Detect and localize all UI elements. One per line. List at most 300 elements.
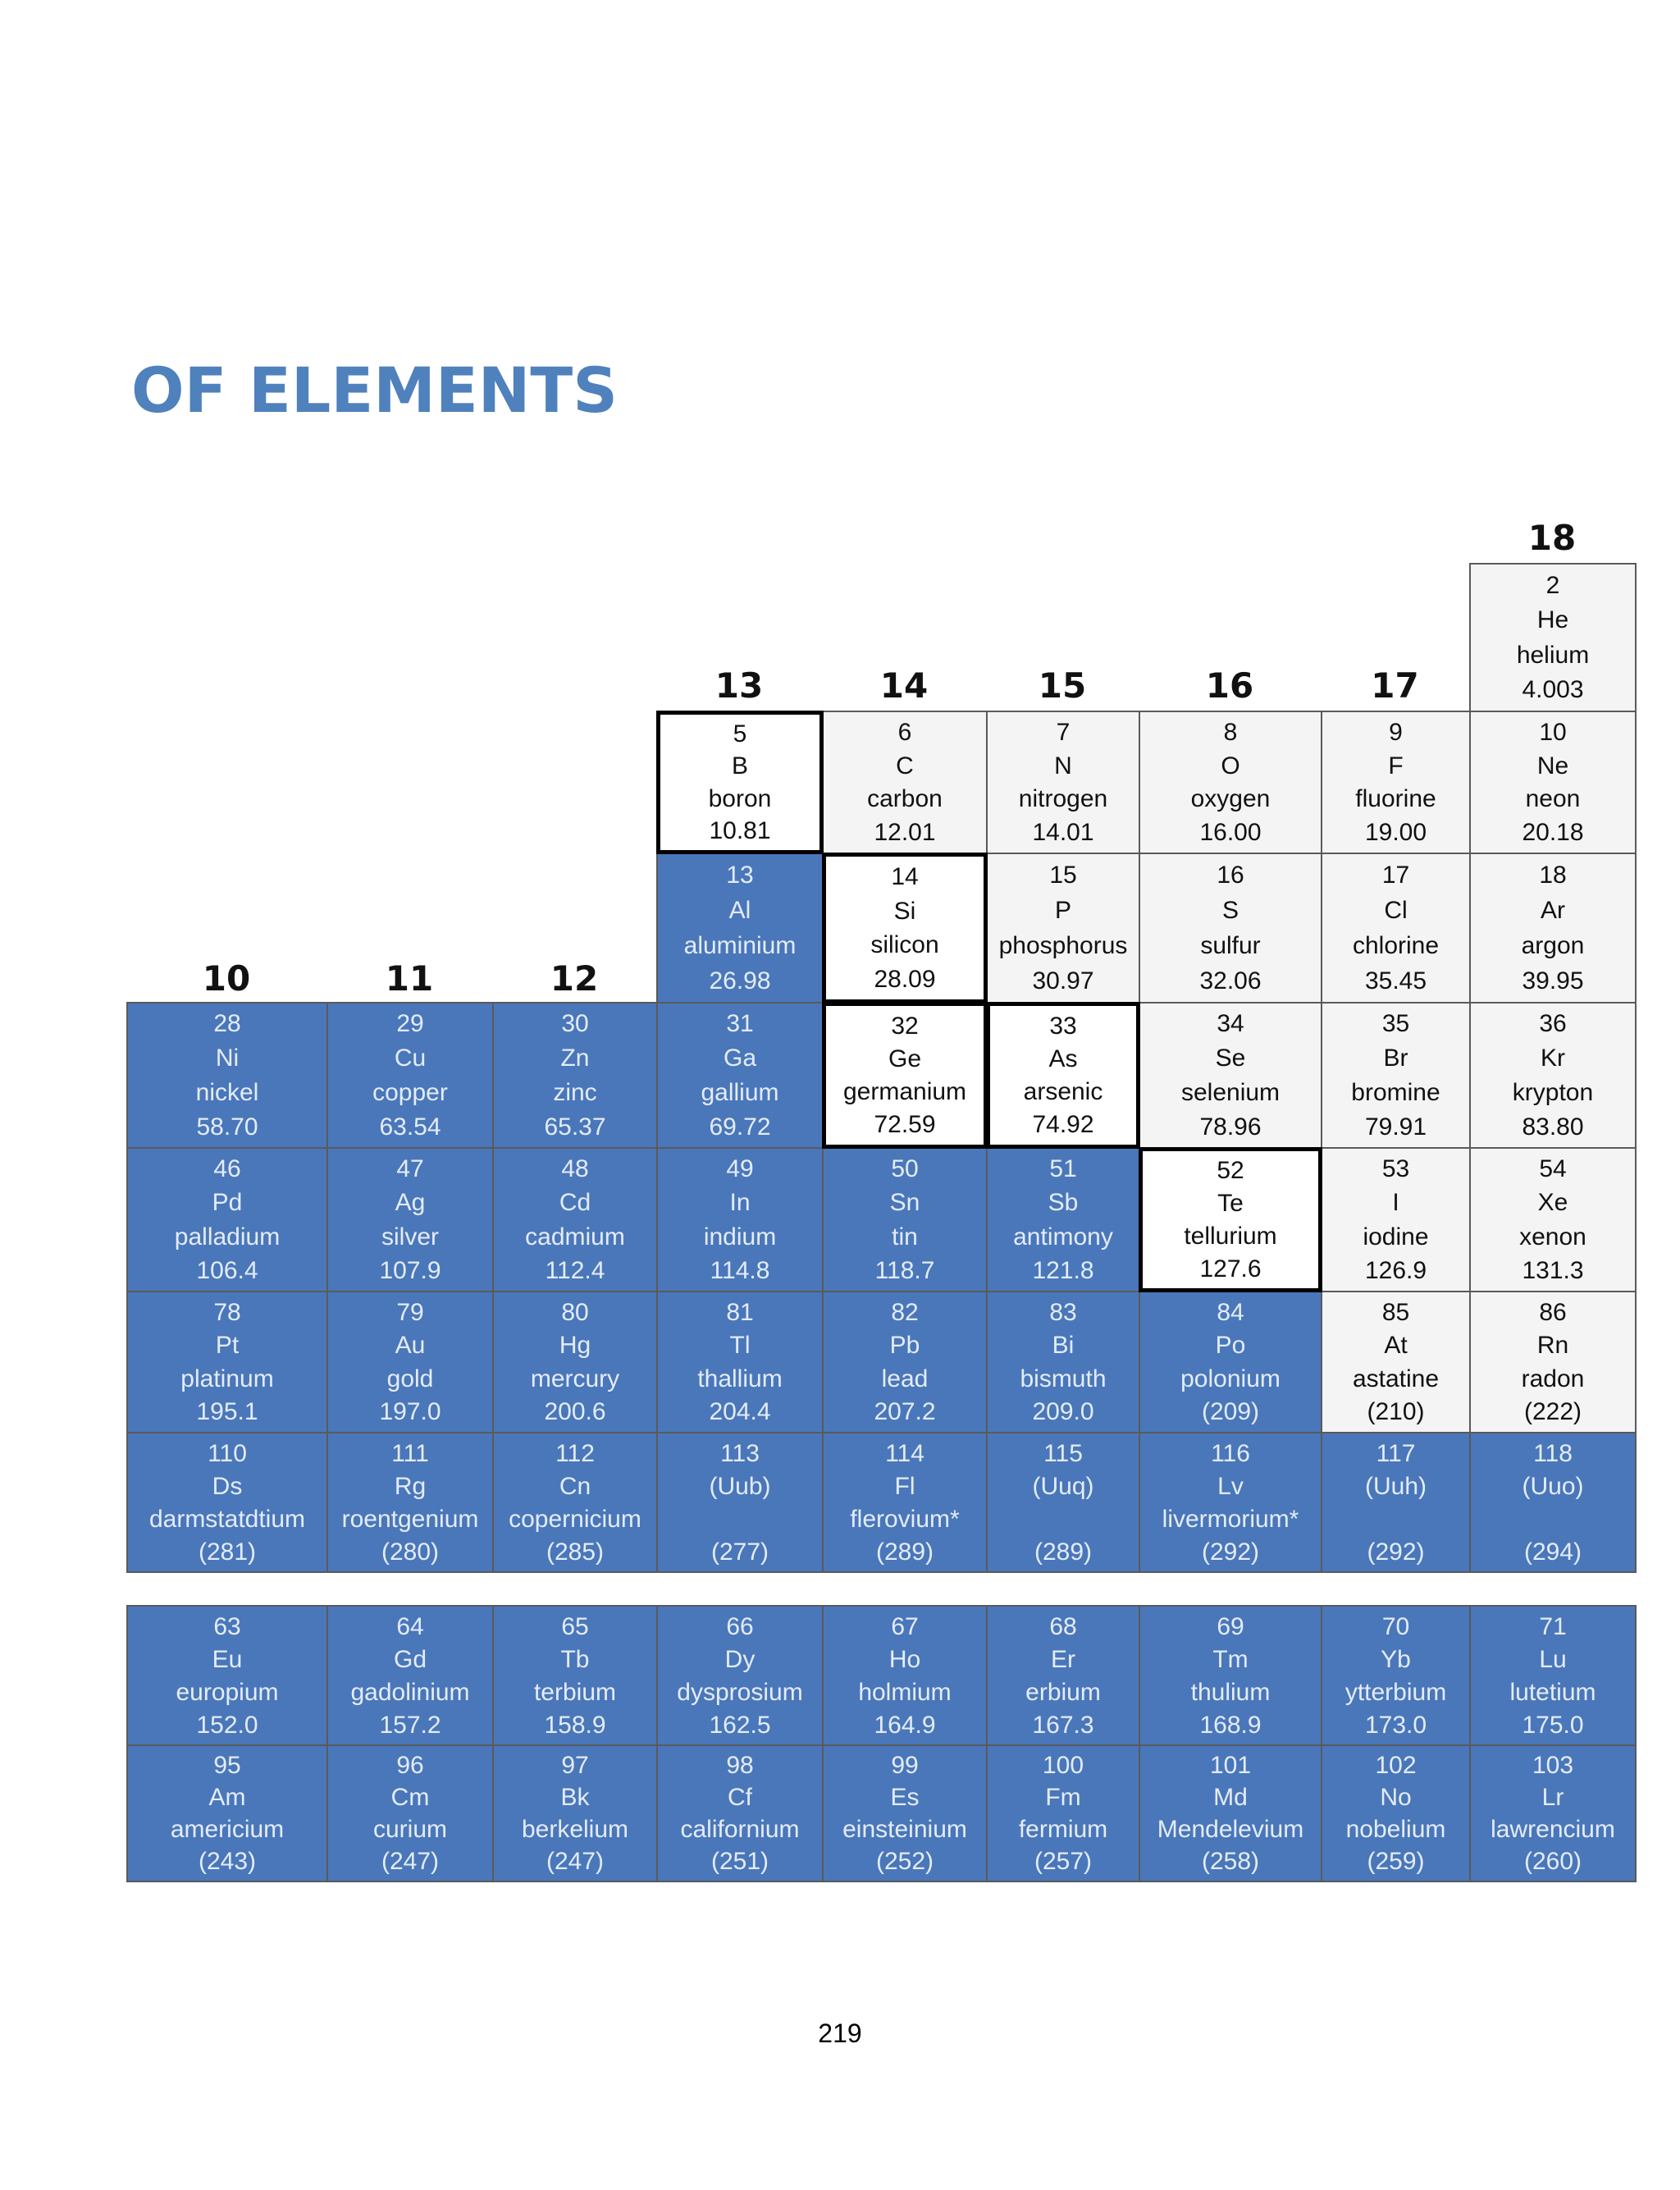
element-mass: (209) [1201,1398,1260,1426]
element-number: 2 [1545,571,1560,599]
element-cell [656,1432,824,1573]
element-symbol: Es [890,1784,920,1811]
element-mass: 204.4 [709,1398,771,1426]
element-name: iodine [1363,1223,1429,1250]
element-cell [492,1432,658,1573]
element-mass: 12.01 [874,819,936,847]
element-cell [1469,853,1637,1004]
element-mass: 74.92 [1032,1111,1094,1139]
element-name: copernicium [509,1505,641,1533]
element-symbol: Cd [559,1189,591,1217]
element-symbol: Sb [1048,1189,1079,1217]
element-mass: 83.80 [1522,1113,1584,1141]
element-name: zinc [553,1078,597,1106]
element-mass: 131.3 [1522,1256,1584,1284]
element-name: carbon [867,785,943,813]
element-name: selenium [1180,1078,1281,1106]
element-cell [1139,1432,1322,1573]
element-number: 47 [396,1155,424,1183]
group-label: 10 [202,958,251,999]
element-mass: 79.91 [1364,1113,1427,1141]
element-symbol: C [896,752,914,780]
element-number: 50 [891,1155,919,1183]
element-name: bromine [1351,1078,1440,1106]
element-number: 81 [726,1298,754,1326]
element-number: 103 [1532,1752,1574,1779]
element-number: 52 [1217,1157,1244,1185]
element-mass: (251) [710,1848,769,1875]
element-number: 29 [396,1010,424,1038]
element-cell [822,853,988,1004]
element-cell [1469,1147,1637,1292]
element-symbol: Kr [1541,1045,1565,1072]
element-symbol: Lv [1217,1472,1244,1500]
element-mass: 167.3 [1032,1711,1094,1739]
element-cell [492,1147,658,1292]
element-cell [126,1744,328,1882]
element-symbol: He [1536,606,1569,634]
element-symbol: Ni [215,1045,240,1072]
element-name: ytterbium [1344,1678,1447,1706]
element-symbol: Zn [560,1045,590,1072]
element-name: polonium [1180,1365,1281,1392]
element-mass: 65.37 [544,1113,606,1141]
element-number: 118 [1533,1439,1573,1467]
element-cell [1139,1605,1322,1746]
element-cell [986,1291,1140,1433]
element-cell [986,853,1140,1004]
element-mass: 78.96 [1199,1113,1262,1141]
element-mass: (280) [381,1538,440,1566]
element-cell [822,1291,988,1433]
element-symbol: Rg [394,1472,427,1500]
element-cell [326,1002,494,1149]
element-mass: (252) [875,1848,934,1875]
element-mass: 207.2 [874,1398,936,1426]
element-number: 69 [1217,1612,1244,1640]
element-cell [822,1744,988,1882]
element-cell [822,711,988,854]
element-mass: 168.9 [1199,1711,1262,1739]
element-cell [326,1605,494,1746]
element-name: thulium [1190,1678,1271,1706]
element-cell [1469,1744,1637,1882]
element-name: erbium [1025,1678,1101,1706]
element-mass: (258) [1201,1848,1260,1875]
element-cell [822,1432,988,1573]
element-symbol: Br [1383,1045,1408,1072]
element-cell [492,1291,658,1433]
element-cell [986,1605,1140,1746]
element-symbol: Dy [724,1645,756,1673]
element-mass: 118.7 [874,1256,935,1284]
element-cell [656,1002,824,1149]
element-name: krypton [1512,1078,1594,1106]
element-cell [1321,1605,1471,1746]
element-symbol: Tb [560,1645,590,1673]
element-name: boron [708,784,772,812]
element-mass: 58.70 [196,1113,258,1141]
element-mass: 63.54 [379,1113,441,1141]
element-mass: 175.0 [1522,1711,1584,1739]
element-cell [1139,1291,1322,1433]
element-symbol: Cf [728,1784,752,1811]
element-cell [492,1744,658,1882]
element-mass: 121.8 [1032,1256,1094,1284]
element-cell [1321,1291,1471,1433]
group-label: 17 [1371,665,1419,706]
element-mass: (243) [198,1848,257,1875]
element-number: 63 [213,1612,241,1640]
element-name: europium [176,1678,279,1706]
element-cell [126,1291,328,1433]
element-name: flerovium* [850,1505,960,1533]
element-mass: (285) [546,1538,605,1566]
element-name: gold [386,1365,434,1392]
element-name: thallium [697,1365,783,1392]
element-number: 116 [1211,1439,1250,1467]
element-number: 102 [1375,1752,1417,1779]
element-cell [656,1605,824,1746]
element-cell [1321,1432,1471,1573]
element-number: 68 [1049,1612,1077,1640]
element-name: cadmium [525,1223,625,1250]
element-cell [126,1605,328,1746]
element-name: phosphorus [998,932,1128,959]
element-mass: (260) [1523,1848,1582,1875]
element-symbol: Cl [1384,897,1408,924]
element-cell [492,1605,658,1746]
element-cell [1321,1744,1471,1882]
element-number: 115 [1043,1439,1083,1467]
element-name: lead [881,1365,929,1392]
element-mass: (257) [1034,1848,1093,1875]
element-name: tellurium [1184,1222,1277,1250]
element-number: 78 [213,1298,241,1326]
element-cell [656,1291,824,1433]
element-symbol: Lu [1539,1645,1567,1673]
element-name: mercury [530,1365,620,1392]
element-cell [1139,1147,1322,1292]
element-cell [656,853,824,1004]
element-number: 17 [1381,862,1410,889]
element-number: 51 [1049,1155,1077,1183]
element-name: argon [1521,932,1585,959]
element-symbol: In [729,1189,751,1217]
element-number: 49 [726,1155,754,1183]
element-number: 16 [1217,862,1244,889]
element-number: 64 [396,1612,424,1640]
page-number: 219 [818,2019,862,2048]
element-number: 86 [1539,1298,1567,1326]
element-name: sulfur [1200,932,1261,959]
element-mass: 10.81 [709,816,771,844]
element-number: 28 [213,1010,241,1038]
element-symbol: I [1392,1189,1399,1217]
element-symbol: (Uuh) [1364,1472,1427,1500]
element-name: curium [372,1816,447,1843]
group-label: 15 [1038,665,1087,706]
element-number: 114 [885,1439,924,1467]
element-mass: (222) [1523,1398,1582,1426]
group-label: 13 [714,665,764,706]
element-number: 84 [1217,1298,1244,1326]
element-name: bismuth [1020,1365,1107,1392]
element-mass: (292) [1201,1538,1260,1566]
element-number: 15 [1049,862,1077,889]
element-symbol: Pb [889,1332,920,1360]
element-name: californium [680,1816,800,1843]
element-symbol: Er [1051,1645,1075,1673]
element-name: nitrogen [1018,785,1108,813]
element-number: 32 [891,1012,919,1040]
element-name: silver [381,1223,439,1250]
element-number: 7 [1056,718,1071,746]
element-symbol: Ga [723,1045,757,1072]
element-number: 46 [213,1155,241,1183]
element-symbol: Sn [889,1189,920,1217]
element-cell [1139,1744,1322,1882]
element-number: 36 [1539,1010,1567,1038]
element-symbol: Xe [1537,1189,1568,1217]
element-cell [1469,563,1637,712]
element-cell [1469,1432,1637,1573]
element-name: livermorium* [1162,1505,1299,1533]
element-cell [1321,711,1471,854]
group-label: 14 [879,665,929,706]
element-mass: 19.00 [1364,819,1427,847]
group-label: 16 [1205,665,1254,706]
element-symbol: No [1380,1784,1412,1811]
element-name: lutetium [1509,1678,1596,1706]
element-mass: 127.6 [1199,1255,1262,1282]
element-symbol: Cn [559,1472,591,1500]
element-number: 14 [891,863,919,891]
element-number: 33 [1049,1012,1077,1040]
element-mass: 157.2 [379,1711,441,1739]
element-mass: (294) [1523,1538,1582,1566]
element-symbol: Ho [888,1645,921,1673]
element-name: radon [1521,1365,1585,1392]
element-number: 9 [1389,718,1403,746]
element-number: 79 [396,1298,424,1326]
element-symbol: P [1054,897,1071,924]
element-number: 95 [213,1752,241,1779]
element-mass: (292) [1367,1538,1425,1566]
group-label: 18 [1527,518,1577,558]
element-cell [1469,711,1637,854]
element-name: gadolinium [350,1678,470,1706]
element-mass: 164.9 [874,1711,936,1739]
page-title: OF ELEMENTS [131,354,618,427]
element-name: dysprosium [677,1678,803,1706]
element-number: 99 [891,1752,919,1779]
element-symbol: Ag [395,1189,426,1217]
element-number: 8 [1223,718,1238,746]
element-symbol: O [1221,752,1240,780]
element-mass: 16.00 [1199,819,1262,847]
element-number: 85 [1381,1298,1410,1326]
element-mass: (247) [546,1848,605,1875]
element-name: aluminium [683,932,797,959]
element-name: chlorine [1352,932,1440,959]
element-name: germanium [842,1078,967,1106]
element-symbol: Cm [390,1784,430,1811]
element-number: 98 [726,1752,754,1779]
element-number: 113 [720,1439,760,1467]
element-cell [986,1432,1140,1573]
element-cell [986,711,1140,854]
element-symbol: At [1384,1332,1408,1360]
element-number: 34 [1217,1010,1244,1038]
element-symbol: (Uuq) [1032,1472,1094,1500]
element-number: 83 [1049,1298,1077,1326]
element-name: roentgenium [341,1505,479,1533]
element-mass: 28.09 [874,965,936,993]
element-mass: 4.003 [1522,676,1584,704]
element-cell [1469,1002,1637,1149]
element-symbol: Te [1217,1190,1244,1218]
element-symbol: Fl [894,1472,915,1500]
element-symbol: Cu [394,1045,427,1072]
element-mass: 72.59 [874,1111,936,1139]
element-symbol: Fm [1045,1784,1081,1811]
element-number: 13 [726,862,754,889]
element-mass: (277) [710,1538,769,1566]
element-mass: 26.98 [709,967,771,994]
element-symbol: Ar [1541,897,1565,924]
element-name: darmstatdtium [148,1505,306,1533]
element-symbol: As [1048,1045,1078,1072]
element-cell [822,1147,988,1292]
element-number: 10 [1539,718,1567,746]
element-name: antimony [1013,1223,1113,1250]
element-symbol: Al [728,897,751,924]
element-symbol: Bk [560,1784,590,1811]
element-cell [1139,853,1322,1004]
element-cell [656,1147,824,1292]
element-cell [822,1002,988,1149]
element-cell [492,1002,658,1149]
element-name: fluorine [1355,785,1436,813]
element-mass: (289) [875,1538,934,1566]
element-cell [326,1147,494,1292]
element-name: arsenic [1023,1078,1103,1106]
element-mass: 112.4 [545,1256,605,1284]
element-mass: 69.72 [709,1113,771,1141]
element-symbol: Tl [729,1332,751,1360]
element-name: platinum [180,1365,274,1392]
element-symbol: F [1388,752,1404,780]
element-number: 48 [561,1155,589,1183]
element-number: 101 [1209,1752,1252,1779]
element-cell [1321,853,1471,1004]
element-number: 6 [897,718,912,746]
element-number: 66 [726,1612,754,1640]
element-symbol: Pt [215,1332,240,1360]
element-cell [1139,1002,1322,1149]
element-cell [656,1744,824,1882]
element-mass: 195.1 [196,1398,258,1426]
element-mass: (289) [1034,1538,1093,1566]
element-mass: 162.5 [709,1711,771,1739]
element-mass: 106.4 [196,1256,258,1284]
element-name: neon [1525,785,1581,813]
element-symbol: Ds [212,1472,243,1500]
element-mass: 30.97 [1032,967,1094,994]
element-cell [822,1605,988,1746]
element-name: nobelium [1345,1816,1446,1843]
element-name: terbium [533,1678,617,1706]
element-name: gallium [701,1078,779,1106]
element-cell [1321,1147,1471,1292]
element-cell [326,1744,494,1882]
element-name: einsteinium [842,1816,967,1843]
element-mass: 126.9 [1364,1256,1427,1284]
element-name: silicon [870,931,939,959]
element-symbol: (Uub) [709,1472,771,1500]
element-cell [1469,1605,1637,1746]
element-symbol: Gd [393,1645,427,1673]
element-number: 67 [891,1612,919,1640]
element-symbol: Pd [212,1189,243,1217]
element-symbol: Bi [1052,1332,1075,1360]
element-name: oxygen [1190,785,1271,813]
element-symbol: S [1221,897,1239,924]
element-cell [986,1744,1140,1882]
element-cell [1321,1002,1471,1149]
element-mass: 39.95 [1522,967,1584,994]
element-number: 5 [733,720,747,748]
element-symbol: Ne [1536,752,1569,780]
element-number: 80 [561,1298,589,1326]
element-number: 18 [1539,862,1567,889]
element-number: 71 [1539,1612,1567,1640]
element-number: 117 [1376,1439,1416,1467]
element-mass: 114.8 [710,1256,770,1284]
element-cell [326,1291,494,1433]
element-name: palladium [174,1223,281,1250]
element-name: lawrencium [1491,1816,1615,1843]
element-symbol: N [1054,752,1072,780]
element-cell [656,711,824,854]
element-mass: 20.18 [1522,819,1584,847]
element-number: 112 [555,1439,595,1467]
element-mass: 152.0 [196,1711,258,1739]
element-name: berkelium [521,1816,629,1843]
element-mass: 32.06 [1199,967,1262,994]
element-number: 110 [208,1439,247,1467]
element-name: astatine [1352,1365,1440,1392]
element-symbol: Tm [1212,1645,1249,1673]
element-symbol: Po [1215,1332,1246,1360]
element-number: 31 [726,1010,754,1038]
element-mass: (210) [1367,1398,1425,1426]
element-cell [126,1432,328,1573]
element-mass: (259) [1367,1848,1425,1875]
element-symbol: Md [1213,1784,1248,1811]
element-cell [1139,711,1322,854]
element-cell [126,1147,328,1292]
element-number: 54 [1539,1155,1567,1183]
element-cell [126,1002,328,1149]
element-symbol: Rn [1536,1332,1569,1360]
element-name: copper [372,1078,448,1106]
element-number: 53 [1381,1155,1410,1183]
element-symbol: Eu [212,1645,243,1673]
element-mass: 197.0 [379,1398,441,1426]
element-number: 97 [561,1752,589,1779]
